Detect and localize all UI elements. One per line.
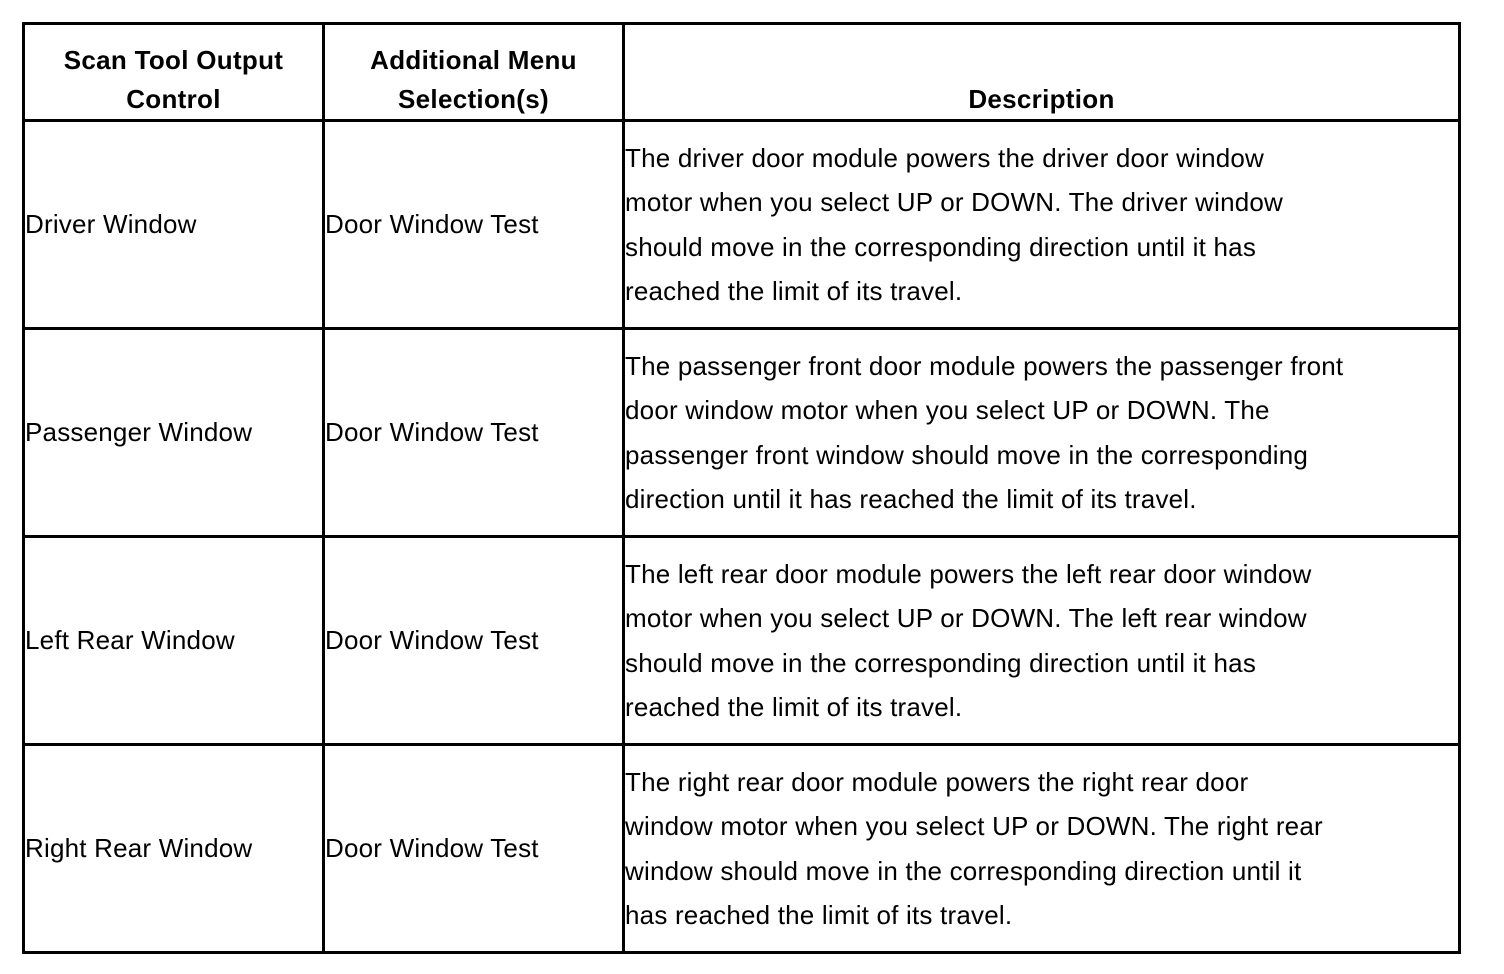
description-line: motor when you select UP or DOWN. The driver window <box>625 187 1284 217</box>
description-line: The right rear door module powers the right rear door <box>625 766 1249 797</box>
description-line: passenger front window should move in the corresponding <box>625 439 1309 470</box>
output-control-table <box>22 22 1461 954</box>
description-line: The passenger front door module powers the passenger front <box>625 350 1344 381</box>
output-control-cell: Left Rear Window <box>24 537 324 745</box>
header-menu-selection-line-2: Selection(s) <box>398 84 549 114</box>
table-row <box>24 121 1460 329</box>
description-line: window should move in the corresponding direction until it <box>625 855 1302 886</box>
header-menu-selection <box>324 24 624 121</box>
description-line: The driver door module powers the driver door window <box>625 142 1265 173</box>
output-control-cell: Right Rear Window <box>24 745 324 953</box>
description-line: reached the limit of its travel. <box>625 692 963 722</box>
description-cell <box>624 537 1460 745</box>
description-line: The left rear door module powers the left rear door window <box>625 558 1312 589</box>
table-header-row <box>24 24 1460 121</box>
description-line: reached the limit of its travel. <box>625 276 963 306</box>
table-row <box>24 329 1460 537</box>
menu-selection-cell: Door Window Test <box>324 537 624 745</box>
description-cell <box>624 745 1460 953</box>
table-row <box>24 745 1460 953</box>
description-line: window motor when you select UP or DOWN. The right rear <box>625 811 1323 841</box>
header-output-control-line-1: Scan Tool Output <box>63 45 284 75</box>
description-line: direction until it has reached the limit of its travel. <box>625 484 1197 514</box>
description-line: should move in the corresponding direction until it has <box>625 231 1257 262</box>
description-line: should move in the corresponding direction until it has <box>625 647 1257 678</box>
output-control-cell: Driver Window <box>24 121 324 329</box>
header-description <box>624 24 1460 121</box>
table-row <box>24 537 1460 745</box>
description-line: door window motor when you select UP or DOWN. The <box>625 395 1270 425</box>
menu-selection-cell: Door Window Test <box>324 329 624 537</box>
header-menu-selection-line-1: Additional Menu <box>370 45 577 75</box>
menu-selection-cell: Door Window Test <box>324 121 624 329</box>
menu-selection-cell: Door Window Test <box>324 745 624 953</box>
header-output-control-line-2: Control <box>126 84 221 114</box>
header-description-label: Description <box>968 84 1115 114</box>
description-line: motor when you select UP or DOWN. The left rear window <box>625 603 1307 633</box>
description-cell <box>624 121 1460 329</box>
output-control-cell: Passenger Window <box>24 329 324 537</box>
description-line: has reached the limit of its travel. <box>625 900 1013 930</box>
header-output-control <box>24 24 324 121</box>
description-cell <box>624 329 1460 537</box>
